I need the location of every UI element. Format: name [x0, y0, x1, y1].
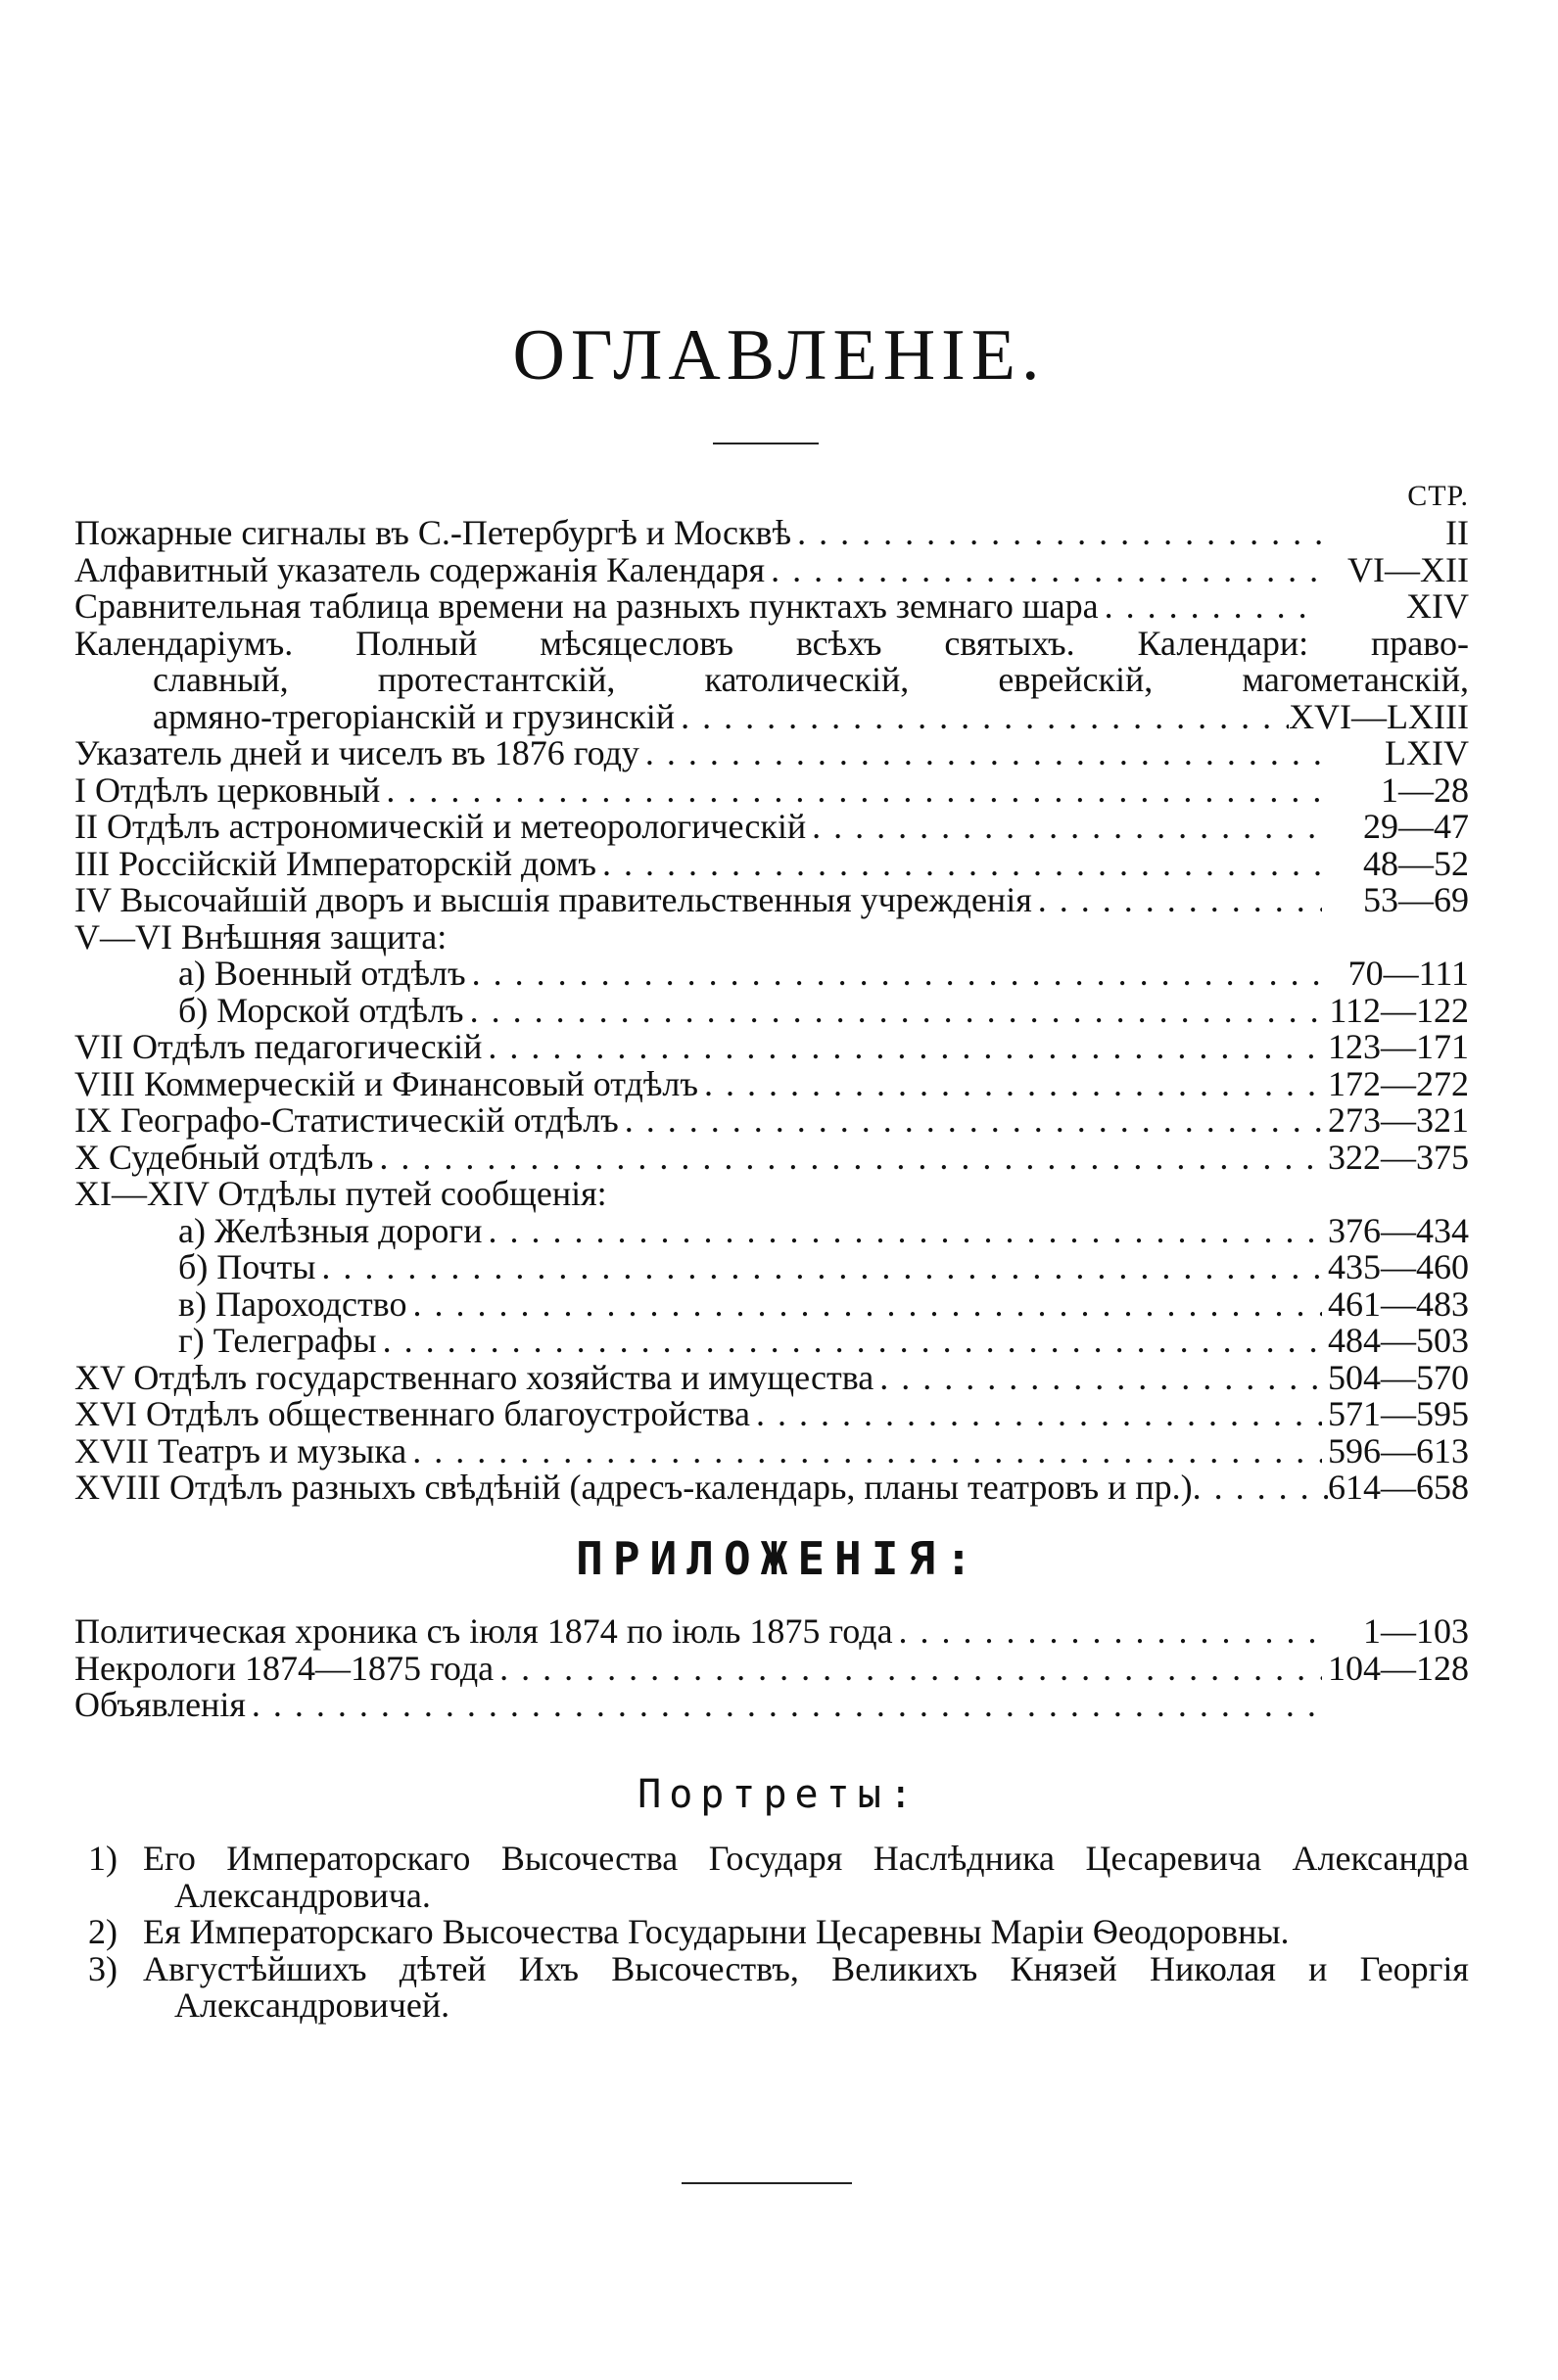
appendix-entry-label: Объявленія [74, 1685, 246, 1724]
toc-entry-continued-line: Календаріумъ. Полный мѣсяцесловъ всѣхъ святыхъ. Календари: право- [74, 623, 1469, 663]
toc-entry-label: X Судебный отдѣлъ [74, 1137, 374, 1177]
portraits-heading: Портреты: [637, 1772, 921, 1817]
toc-entry-label: VIII Коммерческій и Финансовый отдѣлъ [74, 1063, 698, 1103]
toc-entry-label: армяно-трегоріанскій и грузинскій [153, 696, 676, 736]
toc-entry-label: I Отдѣлъ церковный [74, 770, 381, 810]
toc-entry-label: г) Телеграфы [178, 1321, 377, 1360]
leader-dots [494, 1651, 1322, 1688]
toc-entry-label: IX Географо-Статистическій отдѣлъ [74, 1100, 619, 1140]
leader-dots [806, 809, 1322, 846]
toc-entry [74, 1249, 1469, 1286]
portrait-item [88, 1948, 1469, 2025]
leader-dots [1099, 588, 1322, 626]
toc-section-heading [74, 916, 1469, 957]
appendix-entry-page: 104—128 [1328, 1648, 1469, 1688]
toc-entry-label: XV Отдѣлъ государственнаго хозяйства и имущества [74, 1357, 874, 1397]
toc-entry-page: 48—52 [1363, 843, 1469, 883]
page-title: ОГЛАВЛЕНІЕ. [512, 315, 1046, 396]
toc-entry [74, 1357, 1469, 1397]
toc-entry-page: 53—69 [1363, 880, 1469, 919]
toc-entry [74, 1323, 1469, 1360]
toc-entry-page: 376—434 [1328, 1210, 1469, 1250]
toc-entry-label: в) Пароходство [178, 1283, 407, 1324]
toc-entry-label: XVI Отдѣлъ общественнаго благоустройства [74, 1394, 750, 1433]
title-divider [713, 443, 819, 444]
leader-dots [482, 1029, 1322, 1066]
leader-dots [380, 772, 1322, 810]
appendix-entry-label: Некрологи 1874—1875 года [74, 1648, 495, 1688]
portrait-number: 1) [88, 1839, 118, 1878]
toc-entry-label: XI—XIV Отдѣлы путей сообщенія: [74, 1174, 607, 1213]
toc-entry [74, 1283, 1469, 1324]
appendix-entry [74, 1687, 1469, 1724]
appendices-heading: ПРИЛОЖЕНІЯ: [576, 1532, 982, 1585]
portrait-item [88, 1841, 1469, 1914]
toc-entry [74, 1210, 1469, 1250]
portrait-line: Августѣйшихъ дѣтей Ихъ Высочествъ, Великихъ Князей Николая и Георгія [143, 1948, 1469, 1988]
portrait-line: Ея Императорскаго Высочества Государыни Цесаревны Маріи Ѳеодоровны. [143, 1912, 1290, 1951]
toc-entry [74, 735, 1469, 772]
toc-entry-page: 1—28 [1381, 770, 1469, 810]
toc-entry-label: Пожарные сигналы въ С.-Петербургѣ и Москвѣ [74, 513, 792, 552]
leader-dots [639, 735, 1322, 772]
toc-entry-label: V—VI Внѣшняя защита: [74, 916, 448, 957]
toc-entry-label: Указатель дней и чиселъ въ 1876 году [74, 733, 639, 772]
leader-dots [1193, 1470, 1328, 1507]
toc-entry-page: 123—171 [1328, 1027, 1469, 1066]
portrait-text [143, 1948, 1469, 2025]
leader-dots [675, 699, 1289, 736]
leader-dots [750, 1396, 1322, 1433]
leader-dots [464, 993, 1322, 1030]
toc-entry-page: 112—122 [1329, 990, 1469, 1030]
toc-entry [74, 549, 1469, 589]
toc-entry-page: 435—460 [1328, 1247, 1469, 1286]
toc-entry-page: 596—613 [1328, 1430, 1469, 1470]
toc-entry [74, 1063, 1469, 1103]
toc-entry-label: III Россійскій Императорскій домъ [74, 843, 597, 883]
leader-dots [466, 956, 1322, 993]
toc-entry-page: 273—321 [1328, 1100, 1469, 1140]
leader-dots [619, 1102, 1322, 1140]
leader-dots [873, 1360, 1322, 1397]
toc-entry-page: 571—595 [1328, 1394, 1469, 1433]
toc-entry [74, 1137, 1469, 1177]
leader-dots [482, 1213, 1322, 1250]
toc-entry-continued-line: славный, протестантскій, католическій, еврейскій, магометанскій, [153, 660, 1469, 699]
leader-dots [698, 1066, 1322, 1103]
toc-entry [74, 843, 1469, 883]
toc-entry [74, 809, 1469, 846]
toc-section-heading [74, 1176, 1469, 1213]
toc-entry-label: XVII Театръ и музыка [74, 1430, 407, 1470]
toc-entry [74, 515, 1469, 552]
toc-entry-page: 70—111 [1347, 954, 1469, 993]
leader-dots [596, 846, 1322, 883]
toc-entry-page: 504—570 [1328, 1357, 1469, 1397]
toc-entry [74, 1029, 1469, 1066]
appendices-list [74, 1613, 1469, 1724]
toc-entry-page: 172—272 [1328, 1063, 1469, 1103]
leader-dots [406, 1286, 1322, 1324]
toc-entry [74, 1396, 1469, 1433]
toc-entry [74, 956, 1469, 993]
portrait-line: Его Императорскаго Высочества Государя Наслѣдника Цесаревича Александра [143, 1839, 1469, 1878]
toc-entry [74, 588, 1469, 626]
toc-entry-page: 322—375 [1328, 1137, 1469, 1177]
toc-entry-page: 29—47 [1363, 807, 1469, 846]
leader-dots [406, 1433, 1322, 1470]
toc-entry [74, 696, 1469, 736]
portrait-item [88, 1914, 1469, 1951]
toc-entry-label: б) Морской отдѣлъ [178, 990, 464, 1030]
portrait-line: Александровичей. [174, 1985, 450, 2025]
bottom-divider [682, 2182, 852, 2184]
toc-entry [74, 1430, 1469, 1470]
leader-dots [791, 515, 1322, 552]
toc-entry [74, 1102, 1469, 1140]
toc-entry-page: VI—XII [1347, 549, 1469, 589]
toc-entry-page: 484—503 [1328, 1321, 1469, 1360]
appendix-entry-label: Политическая хроника съ іюля 1874 по іюль 1875 года [74, 1611, 893, 1651]
leader-dots [377, 1323, 1322, 1360]
portrait-number: 2) [88, 1912, 118, 1951]
toc-entry-page: 461—483 [1328, 1283, 1469, 1324]
leader-dots [893, 1613, 1322, 1651]
portrait-text [143, 1914, 1469, 1951]
page-column-header: СТР. [1407, 480, 1469, 512]
portrait-text [143, 1841, 1469, 1914]
portrait-number: 3) [88, 1948, 118, 1988]
table-of-contents [74, 478, 1469, 1507]
toc-entry-label: б) Почты [178, 1247, 316, 1286]
leader-dots [373, 1140, 1322, 1177]
toc-entry [74, 990, 1469, 1030]
toc-entry-label: а) Желѣзныя дороги [178, 1210, 483, 1250]
appendix-entry-page: 1—103 [1363, 1611, 1469, 1651]
toc-entry [74, 772, 1469, 810]
appendix-entry [74, 1648, 1469, 1688]
toc-entry-label: а) Военный отдѣлъ [178, 954, 466, 993]
toc-entry-page: XIV [1406, 586, 1469, 626]
appendix-entry [74, 1613, 1469, 1651]
leader-dots [315, 1249, 1322, 1286]
toc-entry-label: Сравнительная таблица времени на разныхъ пунктахъ земнаго шара [74, 586, 1099, 626]
toc-entry-label: XVIII Отдѣлъ разныхъ свѣдѣній (адресъ-календарь, планы театровъ и пр.) [74, 1468, 1193, 1507]
toc-entry-page: LXIV [1385, 733, 1469, 772]
leader-dots [246, 1687, 1322, 1724]
toc-entry-label: IV Высочайшій дворъ и высшія правительственныя учрежденія [74, 880, 1032, 919]
toc-entry-page: II [1445, 513, 1469, 552]
leader-dots [765, 552, 1322, 589]
toc-entry-page: XVI—LXIII [1289, 696, 1469, 736]
toc-entry-label: Алфавитный указатель содержанія Календаря [74, 549, 766, 589]
toc-entry-page: 614—658 [1328, 1468, 1469, 1507]
toc-entry-label: II Отдѣлъ астрономическій и метеорологическій [74, 807, 807, 846]
portrait-line: Александровича. [174, 1875, 431, 1915]
leader-dots [1032, 882, 1322, 919]
toc-entry-label: VII Отдѣлъ педагогическій [74, 1027, 483, 1066]
toc-entry [74, 882, 1469, 919]
toc-entry [74, 1470, 1469, 1507]
portraits-list [88, 1841, 1469, 2025]
